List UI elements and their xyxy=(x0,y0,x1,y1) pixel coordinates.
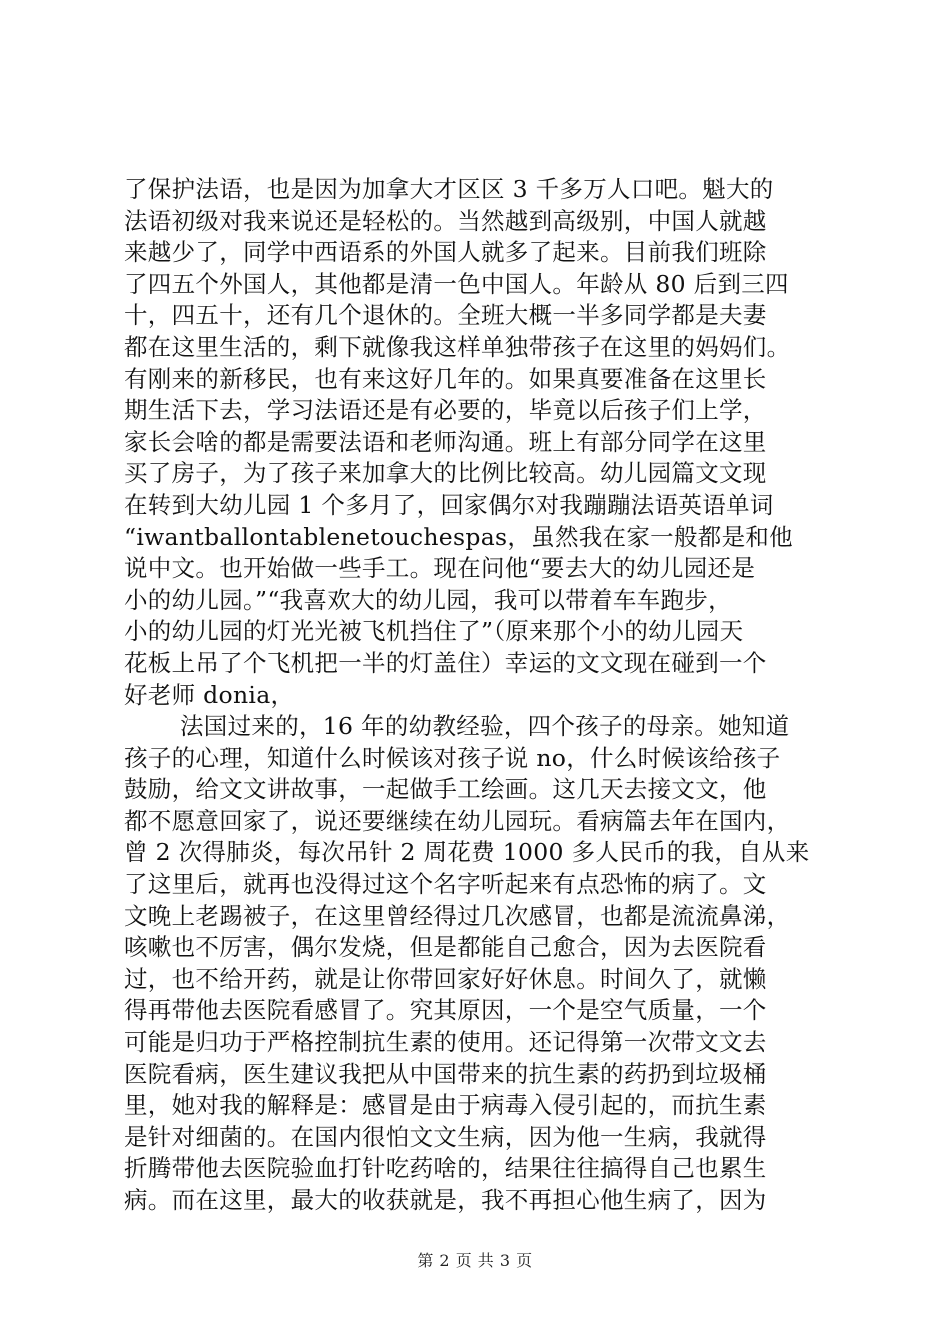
text-line: 有刚来的新移民，也有来这好几年的。如果真要准备在这里长 xyxy=(124,364,767,393)
text-line: 孩子的心理，知道什么时候该对孩子说 no，什么时候该给孩子 xyxy=(124,743,781,772)
text-line: 可能是归功于严格控制抗生素的使用。还记得第一次带文文去 xyxy=(124,1028,767,1057)
text-line: 小的幼儿园。”“我喜欢大的幼儿园，我可以带着车车跑步， xyxy=(124,585,732,614)
text-line: 在转到大幼儿园 1 个多月了，回家偶尔对我蹦蹦法语英语单词 xyxy=(124,490,774,519)
text-line: 花板上吊了个飞机把一半的灯盖住）幸运的文文现在碰到一个 xyxy=(124,648,767,677)
text-line: 是针对细菌的。在国内很怕文文生病，因为他一生病，我就得 xyxy=(124,1122,767,1151)
page-number-footer: 第 2 页 共 3 页 xyxy=(417,1251,533,1270)
text-line: 期生活下去，学习法语还是有必要的，毕竟以后孩子们上学， xyxy=(124,396,767,425)
text-line: 咳嗽也不厉害，偶尔发烧，但是都能自己愈合，因为去医院看 xyxy=(124,933,767,962)
text-line-paragraph-start: 法国过来的，16 年的幼教经验，四个孩子的母亲。她知道 xyxy=(180,712,790,741)
text-line: 法语初级对我来说还是轻松的。当然越到高级别，中国人就越 xyxy=(124,206,767,235)
text-line: 病。而在这里，最大的收获就是，我不再担心他生病了，因为 xyxy=(124,1186,767,1214)
text-line: 医院看病，医生建议我把从中国带来的抗生素的药扔到垃圾桶 xyxy=(124,1059,767,1088)
text-line: 小的幼儿园的灯光光被飞机挡住了”（原来那个小的幼儿园天 xyxy=(124,617,744,646)
text-line: 了保护法语，也是因为加拿大才区区 3 千多万人口吧。魁大的 xyxy=(124,175,774,203)
text-line: 文晚上老踢被子，在这里曾经得过几次感冒，也都是流流鼻涕， xyxy=(124,901,791,930)
text-line: 好老师 donia， xyxy=(124,680,295,709)
text-line: 鼓励，给文文讲故事，一起做手工绘画。这几天去接文文，他 xyxy=(124,775,767,804)
text-line: 都在这里生活的，剩下就像我这样单独带孩子在这里的妈妈们。 xyxy=(124,332,791,361)
text-line: 了四五个外国人，其他都是清一色中国人。年龄从 80 后到三四 xyxy=(124,269,789,298)
text-line: 买了房子，为了孩子来加拿大的比例比较高。幼儿园篇文文现 xyxy=(124,459,767,488)
text-line: 说中文。也开始做一些手工。现在问他“要去大的幼儿园还是 xyxy=(124,554,756,583)
text-line: 来越少了，同学中西语系的外国人就多了起来。目前我们班除 xyxy=(124,238,767,267)
text-line: 得再带他去医院看感冒了。究其原因，一个是空气质量，一个 xyxy=(124,996,767,1025)
text-line: 家长会啥的都是需要法语和老师沟通。班上有部分同学在这里 xyxy=(124,427,767,456)
text-line: 了这里后，就再也没得过这个名字听起来有点恐怖的病了。文 xyxy=(124,870,767,899)
text-line: 过，也不给开药，就是让你带回家好好休息。时间久了，就懒 xyxy=(124,964,767,993)
text-line: 都不愿意回家了，说还要继续在幼儿园玩。看病篇去年在国内， xyxy=(124,806,791,835)
text-line: 折腾带他去医院验血打针吃药啥的，结果往往搞得自己也累生 xyxy=(124,1154,767,1183)
body-text xyxy=(124,174,834,1217)
text-line: 十，四五十，还有几个退休的。全班大概一半多同学都是夫妻 xyxy=(124,301,767,330)
text-line: 曾 2 次得肺炎，每次吊针 2 周花费 1000 多人民币的我，自从来 xyxy=(124,838,810,867)
text-line: 里，她对我的解释是：感冒是由于病毒入侵引起的，而抗生素 xyxy=(124,1091,767,1120)
text-line: “iwantballontablenetouchespas，虽然我在家一般都是和他 xyxy=(124,522,793,551)
